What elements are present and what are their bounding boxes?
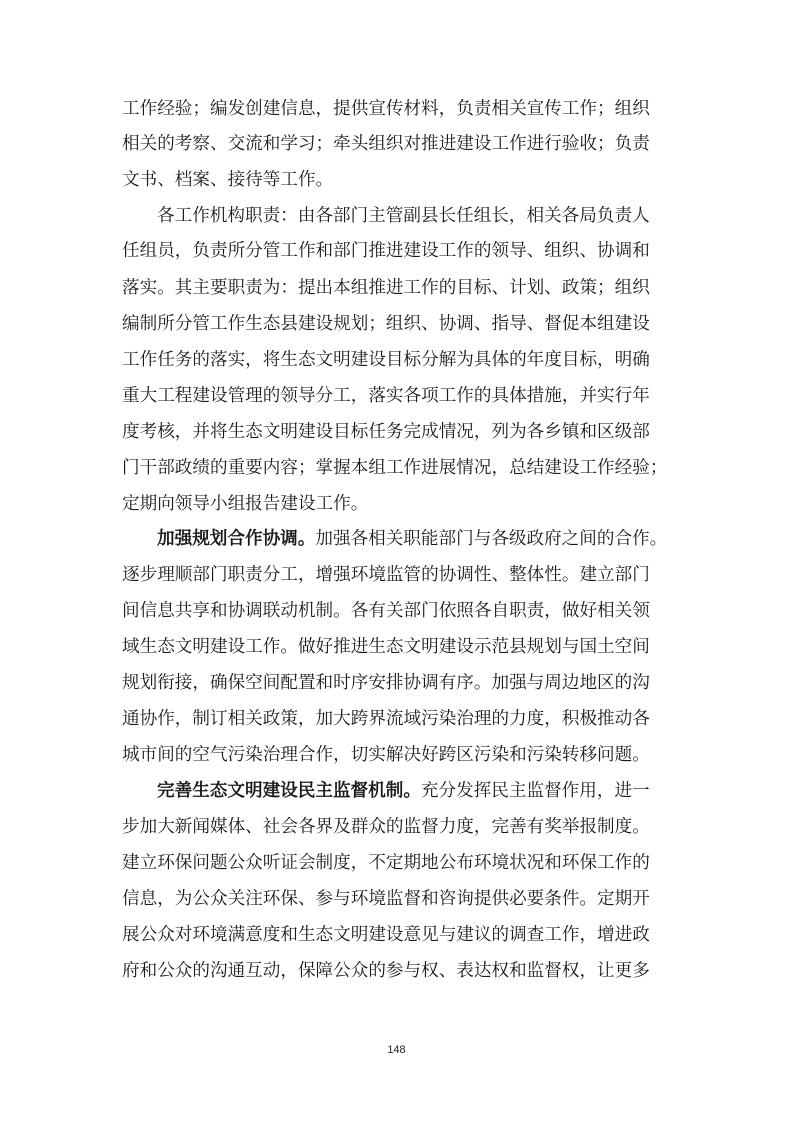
page-number: 148 xyxy=(387,1044,406,1056)
section-heading: 完善生态文明建设民主监督机制。 xyxy=(157,781,421,801)
text-line: 间信息共享和协调联动机制。各有关部门依照各自职责，做好相关领 xyxy=(122,601,650,621)
text-line: 建立环保问题公众听证会制度，不定期地公布环境状况和环保工作的 xyxy=(122,853,650,873)
text-line: 门干部政绩的重要内容；掌握本组工作进展情况，总结建设工作经验； xyxy=(122,458,668,478)
text-span: 充分发挥民主监督作用，进一 xyxy=(420,781,650,801)
text-line: 规划衔接，确保空间配置和时序安排协调有序。加强与周边地区的沟 xyxy=(122,673,650,693)
text-line: 文书、档案、接待等工作。 xyxy=(122,170,334,190)
text-line: 逐步理顺部门职责分工，增强环境监管的协调性、整体性。建立部门 xyxy=(122,565,650,585)
text-span: 加强各相关职能部门与各级政府之间的合作。 xyxy=(315,529,668,549)
text-line: 落实。其主要职责为：提出本组推进工作的目标、计划、政策；组织 xyxy=(122,278,650,298)
text-line: 步加大新闻媒体、社会各界及群众的监督力度，完善有奖举报制度。 xyxy=(122,817,650,837)
text-line: 重大工程建设管理的领导分工，落实各项工作的具体措施，并实行年 xyxy=(122,386,650,406)
text-line: 工作经验；编发创建信息，提供宣传材料，负责相关宣传工作；组织 xyxy=(122,99,650,119)
text-line: 展公众对环境满意度和生态文明建设意见与建议的调查工作，增进政 xyxy=(122,925,650,945)
text-line: 通协作，制订相关政策，加大跨界流域污染治理的力度，积极推动各 xyxy=(122,709,650,729)
text-line: 各工作机构职责：由各部门主管副县长任组长，相关各局负责人 xyxy=(157,206,650,226)
text-line: 府和公众的沟通互动，保障公众的参与权、表达权和监督权，让更多 xyxy=(122,961,650,981)
text-line: 相关的考察、交流和学习；牵头组织对推进建设工作进行验收；负责 xyxy=(122,134,650,154)
text-line: 度考核，并将生态文明建设目标任务完成情况，列为各乡镇和区级部 xyxy=(122,422,650,442)
text-line: 信息，为公众关注环保、参与环境监督和咨询提供必要条件。定期开 xyxy=(122,889,650,909)
text-line: 域生态文明建设工作。做好推进生态文明建设示范县规划与国土空间 xyxy=(122,637,650,657)
text-line: 任组员，负责所分管工作和部门推进建设工作的领导、组织、协调和 xyxy=(122,241,650,261)
section-first-line xyxy=(157,521,674,557)
section-heading: 加强规划合作协调。 xyxy=(157,529,316,549)
section-first-line xyxy=(157,773,674,809)
text-line: 编制所分管工作生态县建设规划；组织、协调、指导、督促本组建设 xyxy=(122,314,650,334)
text-line: 城市间的空气污染治理合作，切实解决好跨区污染和污染转移问题。 xyxy=(122,745,650,765)
text-line: 工作任务的落实，将生态文明建设目标分解为具体的年度目标，明确 xyxy=(122,350,650,370)
text-line: 定期向领导小组报告建设工作。 xyxy=(122,494,369,514)
